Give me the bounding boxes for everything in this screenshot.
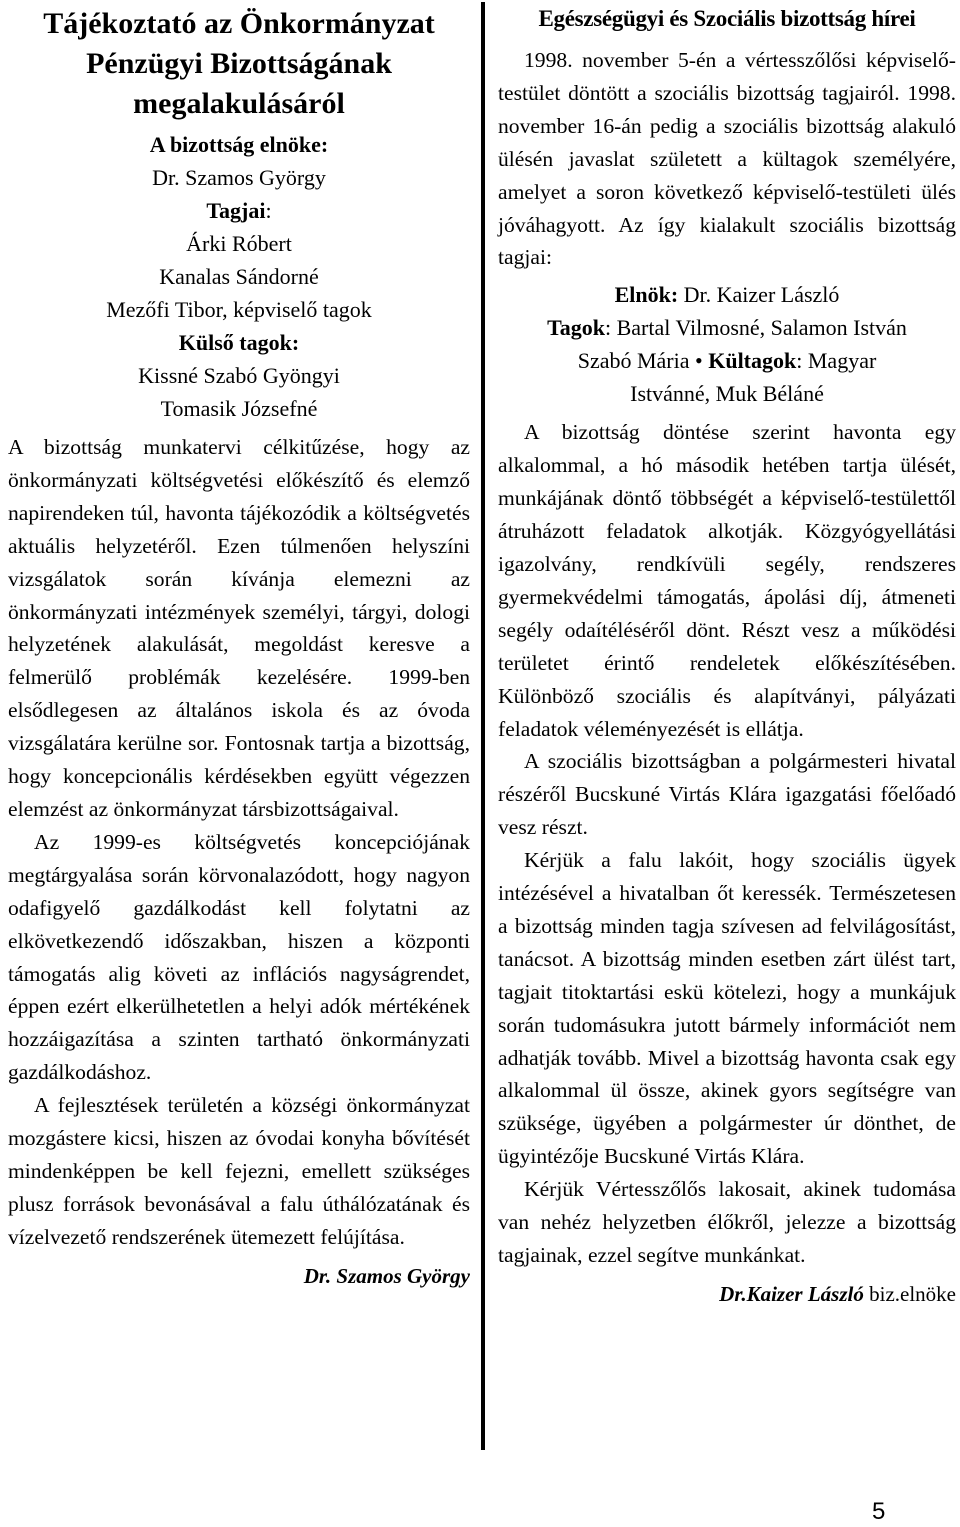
members-line: [498, 311, 956, 344]
chair-name: Dr. Szamos György: [152, 165, 326, 190]
members-text: Szabó Mária: [577, 348, 690, 374]
chair-label: Elnök:: [614, 282, 679, 308]
title-line: Pénzügyi Bizottságának: [86, 47, 392, 80]
article-signature: Dr. Szamos György: [303, 1263, 470, 1288]
committee-roster: [498, 278, 956, 410]
member-name: Mezőfi Tibor, képviselő tagok: [106, 297, 372, 322]
external-members-line: Istvánné, Muk Béláné: [630, 381, 824, 407]
article-intro: 1998. november 5-én a vértesszőlősi képviselő-testület döntött a szociális bizottság tagjairól. 1998. november 16-án pedig a szociális bizottság alakuló ülésén javaslat született a kültagok személyére, amelyet a soron következő képviselő-testületi ülés jóváhagyott. Az így kialakult szociális bizottság tagjai:: [498, 48, 956, 270]
column-divider: [481, 2, 485, 1450]
article-title: Egészségügyi és Szociális bizottság hírei: [538, 6, 916, 31]
external-members-label: Kültagok: [708, 348, 797, 374]
page-number: 5: [872, 1498, 886, 1525]
title-line: megalakulásáról: [133, 87, 345, 120]
article-title: [8, 4, 470, 124]
signature-role: biz.elnöke: [863, 1281, 956, 1306]
article-paragraph: A bizottság döntése szerint havonta egy alkalommal, a hó második hetében tartja ülését, munkájának döntő többségét a képviselő-testülettől átruházott feladatok alkotják. Közgyógyellátási igazolvány, rendkívüli segély, rendszeres gyermekvédelmi támogatás, ápolási díj, átmeneti segély odaítéléséről dönt. Részt vesz a működési területet érintő rendeletek előkészítésében. Különböző szociális és alapítványi, pályázati feladatok véleményezését is ellátja.: [498, 420, 956, 741]
bullet-icon: •: [695, 348, 703, 374]
external-members-heading: Külső tagok:: [178, 330, 300, 355]
chair-name: Dr. Kaizer László: [683, 282, 840, 308]
members-line: [498, 344, 956, 377]
article-paragraph: A fejlesztések területén a községi önkormányzat mozgástere kicsi, hiszen az óvodai konyha bővítését mindenképpen be kell fejezni, emellett szükséges plusz források bevonásával a falu úthálózatának és vízelvezető rendszerének ütemezett felújítása.: [8, 1093, 470, 1249]
members-text: : Bartal Vilmosné, Salamon István: [604, 315, 907, 341]
committee-roster: [8, 128, 470, 425]
chair-line: [498, 278, 956, 311]
members-heading-label: Tagjai: [206, 198, 266, 223]
external-member-name: Tomasik Józsefné: [160, 396, 318, 421]
members-heading-colon: :: [265, 198, 272, 223]
article-paragraph: A bizottság munkatervi célkitűzése, hogy az önkormányzati költségvetési előkészítő és elemző napirendeken túl, havonta tájékozódik a költségvetés aktuális helyzetéről. Ezen túlmenően helyszíni vizsgálatok során kívánja elemezni az önkormányzati intézmények személyi, tárgyi, dologi helyzetének alakulását, megoldást keresve a felmerülő problémák kezelésére. 1999-ben elsődlegesen az általános iskola és az óvoda vizsgálatára kerülne sor. Fontosnak tartja a bizottság, hogy koncepcionális kérdésekben együtt végezzen elemzést az önkormányzat társbizottságaival.: [8, 435, 470, 821]
member-name: Árki Róbert: [186, 231, 292, 256]
members-heading: [8, 194, 470, 227]
chair-heading: A bizottság elnöke:: [149, 132, 329, 157]
article-paragraph: Az 1999-es költségvetés koncepciójának megtárgyalása során körvonalazódott, hogy nagyon odafigyelő gazdálkodást kell folytatni az elkövetkezendő időszakban, hiszen a központi támogatás alig követi az inflációs nagyságrendet, éppen ezért elkerülhetetlen a helyi adók mértékének hozzáigazítása a szinten tartható önkormányzati gazdálkodáshoz.: [8, 829, 470, 1085]
article-paragraph: Kérjük a falu lakóit, hogy szociális ügyek intézésével a hivatalban őt keressék. Természetesen a bizottság minden tagja szívesen ad felvilágosítást, tanácsot. A bizottság minden esetben zárt ülést tart, tagjait titoktartási eskü kötelezi, hogy a munkájuk során tudomásukra jutott bármely információt nem adhatják tovább. Mivel a bizottság havonta csak egy alkalommal ül össze, akinek gyors segítségre van szüksége, ügyében a polgármester úr dönthet, de ügyintézője Bucskuné Virtás Klára.: [498, 848, 956, 1169]
finance-committee-article: [8, 4, 470, 1292]
title-line: Tájékoztató az Önkormányzat: [43, 7, 435, 40]
external-member-name: Kissné Szabó Gyöngyi: [138, 363, 340, 388]
article-signature: [498, 1278, 956, 1310]
article-paragraph: Kérjük Vértesszőlős lakosait, akinek tudomása van nehéz helyzetben élőkről, jelezze a bizottság tagjainak, ezzel segítve munkánkat.: [498, 1177, 956, 1267]
members-label: Tagok: [547, 315, 605, 341]
external-members-text: : Magyar: [796, 348, 877, 374]
article-paragraph: A szociális bizottságban a polgármesteri hivatal részéről Bucskuné Virtás Klára igazgatási főelőadó vesz részt.: [498, 749, 956, 840]
social-committee-article: [498, 4, 956, 1310]
member-name: Kanalas Sándorné: [159, 264, 319, 289]
signature-name: Dr.Kaizer László: [719, 1281, 864, 1306]
